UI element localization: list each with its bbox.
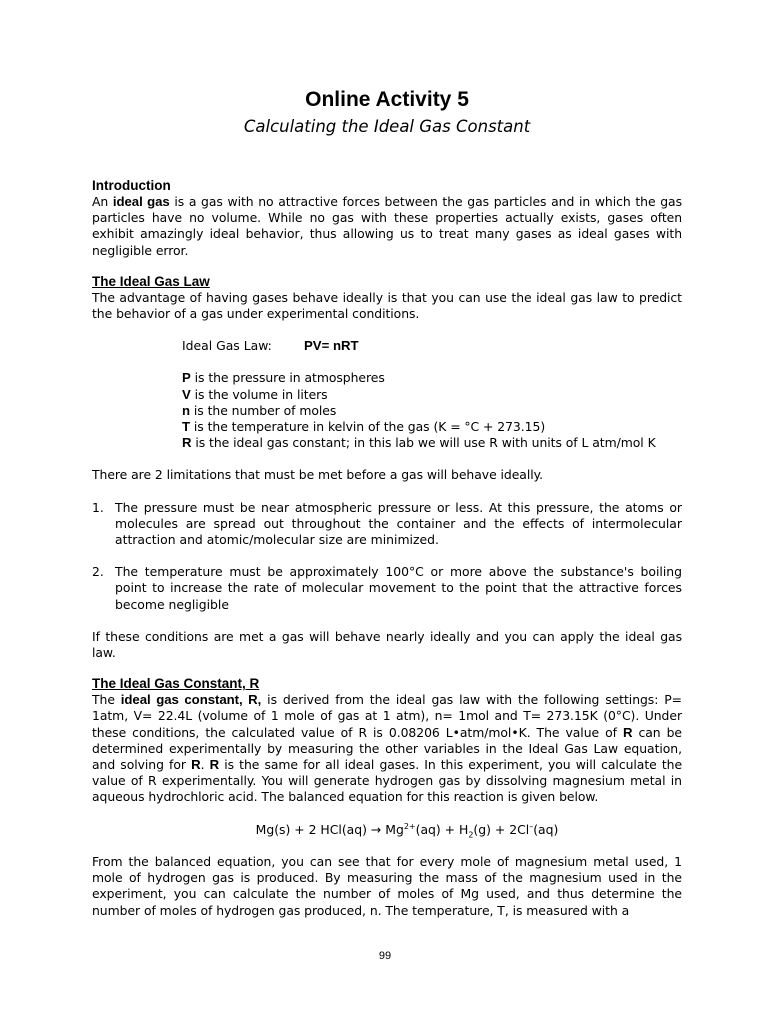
ideal-gas-term: ideal gas: [112, 194, 170, 209]
definition-n: n is the number of moles: [182, 402, 337, 418]
definition-v: V is the volume in liters: [182, 386, 328, 402]
definition-p: P is the pressure in atmospheres: [182, 370, 385, 386]
limitations-list: [92, 500, 682, 613]
definition-t: T is the temperature in kelvin of the gas (K = °C + 273.15): [182, 419, 546, 435]
ideal-gas-constant-term: ideal gas constant, R,: [120, 692, 262, 708]
list-item: 2. The temperature must be approximately 100°C or more above the substance's boiling point to increase the rate of molecular movement to the point that the attractive forces become negligible: [92, 564, 682, 612]
ideal-gas-constant-paragraph: The ideal gas constant, R, is derived from the ideal gas law with the following settings: P= 1atm, V= 22.4L (volume of 1 mole of gas at 1 atm), n= 1mol and T= 273.15K (0°C). Under these conditions, the calculated value of R is 0.08206 L•atm/mol•K. The value of R can be determined experimentally by measuring the other variables in the Ideal Gas Law equation, and solving for R. R is the same for all ideal gases. In this experiment, you will calculate the value of R experimentally. You will generate hydrogen gas by dissolving magnesium metal in aqueous hydrochloric acid. The balanced equation for this reaction is given below.: [92, 692, 683, 805]
arrow-icon: →: [370, 821, 382, 837]
conditions-paragraph: If these conditions are met a gas will behave nearly ideally and you can apply the ideal gas law.: [92, 628, 682, 661]
balanced-equation-paragraph: From the balanced equation, you can see that for every mole of magnesium metal used, 1 mole of hydrogen gas is produced. By measuring the mass of the magnesium used in the experiment, you can calculate the number of moles of Mg used, and thus determine the number of moles of hydrogen gas produced, n. The temperature, T, is measured with a: [92, 853, 682, 918]
reaction-equation: Mg(s) + 2 $HCl(aq) \to Mg^{2+}(aq) + H_2(g) + 2Cl^-(aq)$: [255, 821, 559, 840]
ideal-gas-law-equation: [182, 338, 682, 354]
variable-definitions: [182, 370, 682, 451]
document-page: [92, 86, 682, 919]
list-item: 1. The pressure must be near atmospheric pressure or less. At this pressure, the atoms or molecules are spread out throughout the container and the effects of intermolecular attraction and atomic/molecular size are minimized.: [92, 499, 682, 548]
page-subtitle: Calculating the Ideal Gas Constant: [243, 117, 531, 136]
limitations-intro: There are 2 limitations that must be met before a gas will behave ideally.: [92, 467, 544, 483]
intro-heading: Introduction: [92, 178, 171, 193]
ideal-gas-constant-heading: The Ideal Gas Constant, R: [92, 676, 260, 692]
ideal-gas-law-block: [182, 338, 682, 451]
ideal-gas-law-heading: The Ideal Gas Law: [92, 273, 210, 289]
page-title: Online Activity 5: [305, 88, 469, 111]
equation-label: Ideal Gas Law:: [182, 338, 272, 354]
equation-formula: PV= nRT: [304, 338, 359, 354]
page-number: 99: [378, 950, 392, 962]
definition-r: R is the ideal gas constant; in this lab we will use R with units of L atm/mol K: [182, 435, 656, 451]
intro-paragraph: An ideal gas is a gas with no attractive forces between the gas particles and in which the gas particles have no volume. While no gas with these properties actually exists, gases often exhibit amazingly ideal behavior, thus allowing us to treat many gases as ideal gases with negligible error.: [92, 194, 682, 258]
ideal-gas-law-paragraph: The advantage of having gases behave ideally is that you can use the ideal gas law to predict the behavior of a gas under experimental conditions.: [92, 289, 682, 322]
